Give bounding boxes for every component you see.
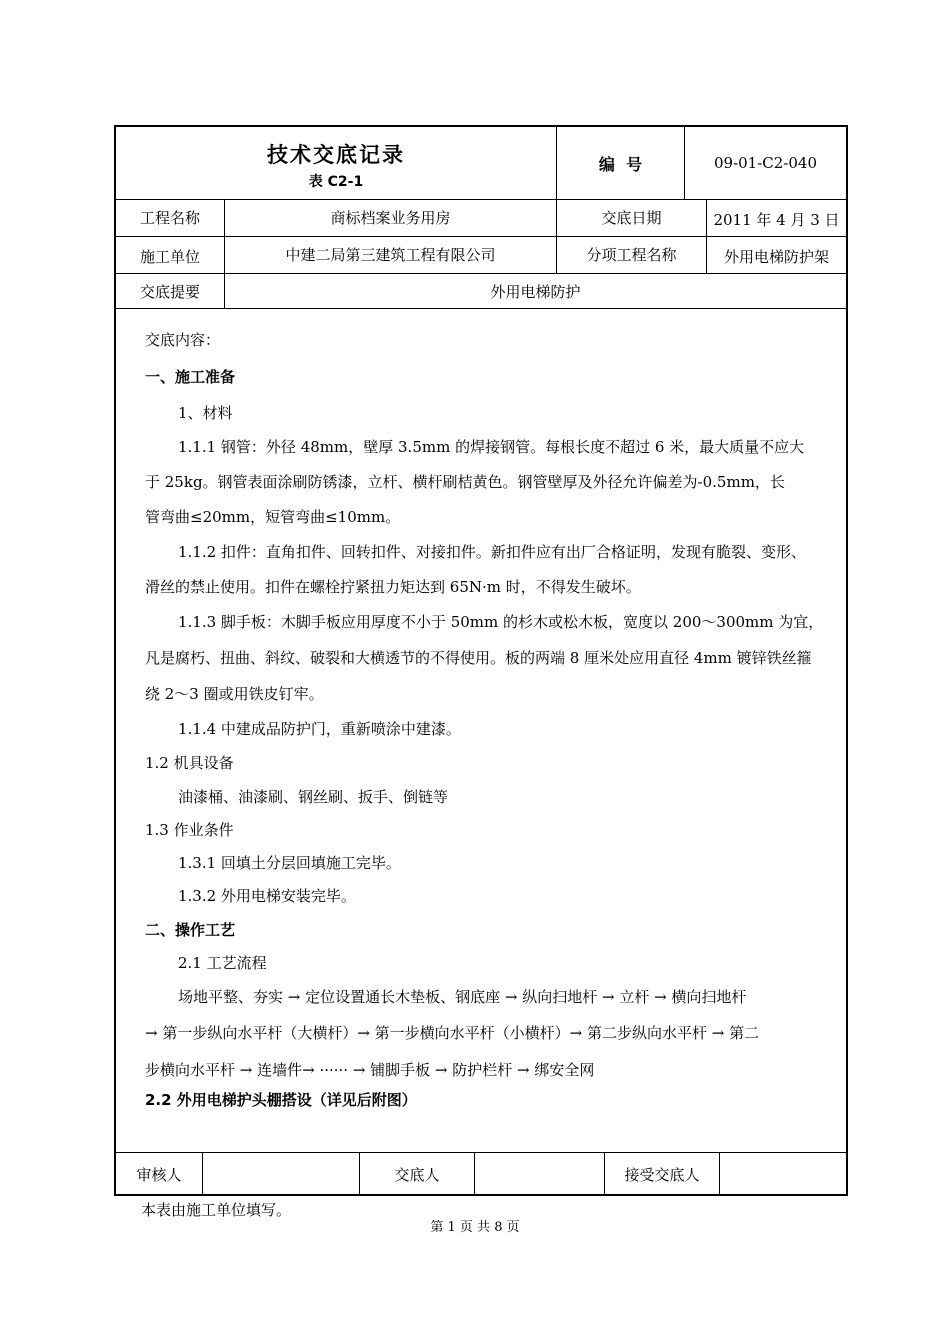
summary-value: 外用电梯防护 <box>490 282 581 301</box>
paragraph-line: 步横向水平杆 → 连墙件→ ······ → 铺脚手板 → 防护栏杆 → 绑安全网 <box>145 1061 595 1079</box>
row-divider <box>116 1152 846 1153</box>
reviewer-label: 审核人 <box>136 1166 182 1184</box>
summary-label: 交底提要 <box>139 282 200 301</box>
number-value: 09-01-C2-040 <box>713 154 818 172</box>
row-divider <box>116 308 846 309</box>
paragraph-line: → 第一步纵向水平杆（大横杆）→ 第一步横向水平杆（小横杆）→ 第二步纵向水平杆 → 第二 <box>145 1024 760 1042</box>
content-heading: 交底内容： <box>145 331 221 349</box>
paragraph-line: 1.1.3 脚手板：木脚手板应用厚度不小于 50mm 的杉木或松木板，宽度以 200～300mm 为宜， <box>178 613 824 631</box>
receiver-label: 接受交底人 <box>624 1166 700 1184</box>
date-label: 交底日期 <box>601 209 662 227</box>
date-value: 2011 年 4 月 3 日 <box>713 211 840 229</box>
subsection-heading: 1.3 作业条件 <box>145 821 234 839</box>
page-number: 第 1 页 共 8 页 <box>430 1220 520 1235</box>
col-divider <box>719 1152 720 1196</box>
number-label: 编 号 <box>598 154 643 174</box>
paragraph-line: 1.3.2 外用电梯安装完毕。 <box>178 887 356 905</box>
project-value: 商标档案业务用房 <box>330 209 451 227</box>
project-label: 工程名称 <box>139 209 200 227</box>
paragraph-line: 场地平整、夯实 → 定位设置通长木垫板、钢底座 → 纵向扫地杆 → 立杆 → 横向扫地杆 <box>178 988 747 1006</box>
paragraph-line: 1.1.4 中建成品防护门，重新喷涂中建漆。 <box>178 720 461 738</box>
section-heading: 一、施工准备 <box>145 368 236 386</box>
subsection-heading: 1、材料 <box>178 404 233 422</box>
paragraph-line: 凡是腐朽、扭曲、斜纹、破裂和大横透节的不得使用。板的两端 8 厘米处应用直径 4mm 镀锌铁丝箍 <box>145 649 812 667</box>
unit-value: 中建二局第三建筑工程有限公司 <box>285 245 496 264</box>
form-code: 表 C2-1 <box>308 174 364 190</box>
col-divider <box>474 1152 475 1196</box>
paragraph-line: 绕 2～3 圈或用铁皮钉牢。 <box>145 685 324 703</box>
paragraph-line: 管弯曲≤20mm，短管弯曲≤10mm。 <box>145 508 401 526</box>
paragraph-line: 滑丝的禁止使用。扣件在螺栓拧紧扭力矩达到 65N·m 时，不得发生破坏。 <box>145 578 641 596</box>
paragraph-line: 于 25kg。钢管表面涂刷防锈漆，立杆、横杆刷桔黄色。钢管壁厚及外径允许偏差为-0.5mm，长 <box>145 473 785 491</box>
discloser-label: 交底人 <box>394 1166 440 1184</box>
section-heading: 二、操作工艺 <box>145 921 236 939</box>
paragraph-line: 1.1.2 扣件：直角扣件、回转扣件、对接扣件。新扣件应有出厂合格证明，发现有脆裂、变形、 <box>178 543 806 561</box>
footer-note: 本表由施工单位填写。 <box>141 1201 292 1219</box>
subsection-heading: 2.2 外用电梯护头棚搭设（详见后附图） <box>145 1091 417 1109</box>
col-divider <box>202 1152 203 1196</box>
subitem-value: 外用电梯防护架 <box>723 247 829 266</box>
subsection-heading: 2.1 工艺流程 <box>178 954 267 972</box>
unit-label: 施工单位 <box>139 247 200 266</box>
form-title: 技术交底记录 <box>267 143 405 167</box>
subitem-label: 分项工程名称 <box>586 245 677 264</box>
paragraph-line: 油漆桶、油漆刷、钢丝刷、扳手、倒链等 <box>178 788 449 806</box>
paragraph-line: 1.3.1 回填土分层回填施工完毕。 <box>178 854 401 872</box>
subsection-heading: 1.2 机具设备 <box>145 754 234 772</box>
paragraph-line: 1.1.1 钢管：外径 48mm，壁厚 3.5mm 的焊接钢管。每根长度不超过 6 米，最大质量不应大 <box>178 438 805 456</box>
